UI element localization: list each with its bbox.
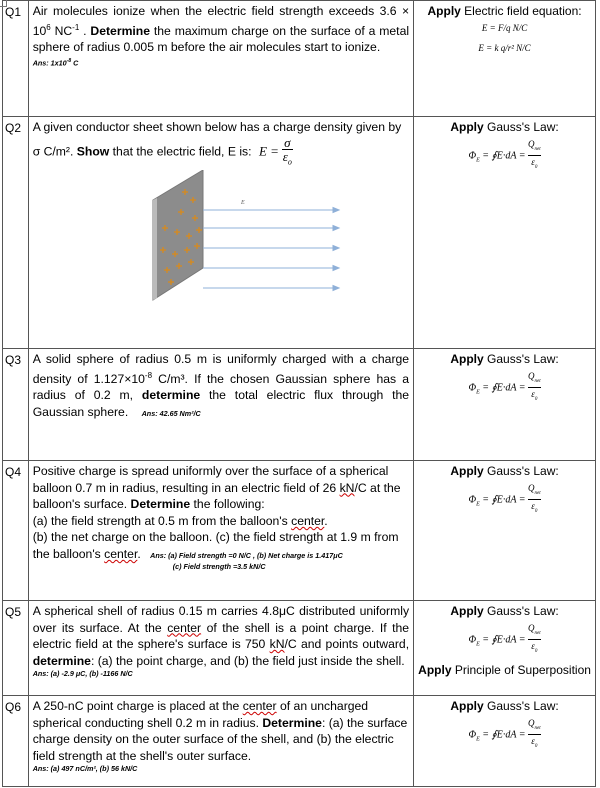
method-cell: Apply Electric field equation: E = F/q N/C E = k q/r² N/C	[414, 1, 596, 117]
question-number: Q3	[3, 349, 29, 461]
table-row	[3, 601, 596, 696]
method-cell: Apply Gauss's Law: $\Phi_E$ = ∮E·dA = $Q_{net}$ $\varepsilon_0$	[414, 461, 596, 601]
answer-text: Ans: 42.65 Nm²/C	[141, 408, 201, 418]
question-number: Q5	[3, 601, 29, 696]
problem-table	[2, 0, 596, 787]
method-cell: Apply Gauss's Law: $\Phi_E$ = ∮E·dA = $Q_{net}$ $\varepsilon_0$	[414, 696, 596, 787]
gauss-law-equation: $\Phi_E$ = ∮E·dA = $Q_{net}$ $\varepsilon_0$	[468, 482, 541, 515]
answer-text: Ans: $1x10^{-8}$ C	[32, 57, 79, 68]
table-row	[3, 117, 596, 349]
answer-text: Ans: (a) -2.9 μC, (b) -1166 N/C	[32, 669, 133, 679]
question-text: A solid sphere of radius 0.5 m is uniformly charged with a charge density of $1.127\times 10^{-8}$ C/m³. If the chosen Gaussian sphere has a radius of 0.2 m, determine the total electric flux through the Gaussian sphere. Ans: 42.65 Nm²/C	[28, 349, 413, 461]
gauss-law-equation: $\Phi_E$ = ∮E·dA = $Q_{net}$ $\varepsilon_0$	[468, 138, 541, 171]
question-number: Q6	[3, 696, 29, 787]
electric-field-equation: E = F/q N/C	[481, 22, 528, 33]
field-formula: E = $\frac{\sigma}{\varepsilon_o}$	[258, 134, 292, 167]
question-text: A spherical shell of radius 0.15 m carries 4.8μC distributed uniformly over its surface. At the center of the shell is a point charge. If the electric field at the sphere's surface is 750 kN/C and points outward, determine: (a) the point charge, and (b) the field just inside the shell. Ans: (a) -2.9 μC, (b) -1166 N/C	[28, 601, 413, 696]
method-cell: Apply Gauss's Law: $\Phi_E$ = ∮E·dA = $Q_{net}$ $\varepsilon_0$	[414, 117, 596, 349]
table-row	[3, 461, 596, 601]
question-text: A 250-nC point charge is placed at the center of an uncharged spherical conducting shell 0.2 m in radius. Determine: (a) the surface charge density on the outer surface of the shell, and (b) the electric field strength at the shell's outer surface. Ans: (a) 497 nC/m², (b) 56 kN/C	[28, 696, 413, 787]
method-cell: Apply Gauss's Law: $\Phi_E$ = ∮E·dA = $Q_{net}$ $\varepsilon_0$ Apply Principle of Superposition	[414, 601, 596, 696]
answer-text: Ans: (a) Field strength =0 N/C , (b) Net charge is 1.417μC	[150, 550, 343, 560]
page-corner-mark	[0, 0, 7, 7]
table-row	[3, 1, 596, 117]
field-label: E	[240, 200, 245, 207]
gauss-law-equation: $\Phi_E$ = ∮E·dA = $Q_{net}$ $\varepsilon_0$	[468, 717, 541, 750]
question-text: Air molecules ionize when the electric field strength exceeds $3.6 \times 10^6$ $NC^{-1}$ . Determine the maximum charge on the surface of a metal sphere of radius 0.005 m before the air molecules start to ionize. Ans: $1x10^{-8}$ C	[28, 1, 413, 117]
question-text: Positive charge is spread uniformly over the surface of a spherical balloon 0.7 m in radius, resulting in an electric field of 26 kN/C at the balloon's surface. Determine the following: (a) the field strength at 0.5 m from the balloon's center. (b) the net charge on the balloon. (c) the field strength at 1.9 m from the balloon's center. Ans: (a) Field strength =0 N/C , (b) Net charge is 1.417μC (c) Field strength =3.5 kN/C	[28, 461, 413, 601]
method-cell: Apply Gauss's Law: $\Phi_E$ = ∮E·dA = $Q_{net}$ $\varepsilon_0$	[414, 349, 596, 461]
question-number: Q2	[3, 117, 29, 349]
question-number: Q4	[3, 461, 29, 601]
question-number: Q1	[3, 1, 29, 117]
gauss-law-equation: $\Phi_E$ = ∮E·dA = $Q_{net}$ $\varepsilon_0$	[468, 622, 541, 655]
answer-text: Ans: (a) 497 nC/m², (b) 56 kN/C	[32, 764, 138, 774]
coulomb-field-equation: E = k q/r² N/C	[478, 42, 531, 53]
answer-text-2: (c) Field strength =3.5 kN/C	[172, 561, 266, 571]
table-row	[3, 696, 596, 787]
charged-sheet-diagram	[53, 170, 353, 320]
question-text: A given conductor sheet shown below has a charge density given by σ C/m². Show that the electric field, E is: E = $\frac{\sigma}{\varepsilon_o}$ E	[28, 117, 413, 349]
table-row	[3, 349, 596, 461]
gauss-law-equation: $\Phi_E$ = ∮E·dA = $Q_{net}$ $\varepsilon_0$	[468, 370, 541, 403]
